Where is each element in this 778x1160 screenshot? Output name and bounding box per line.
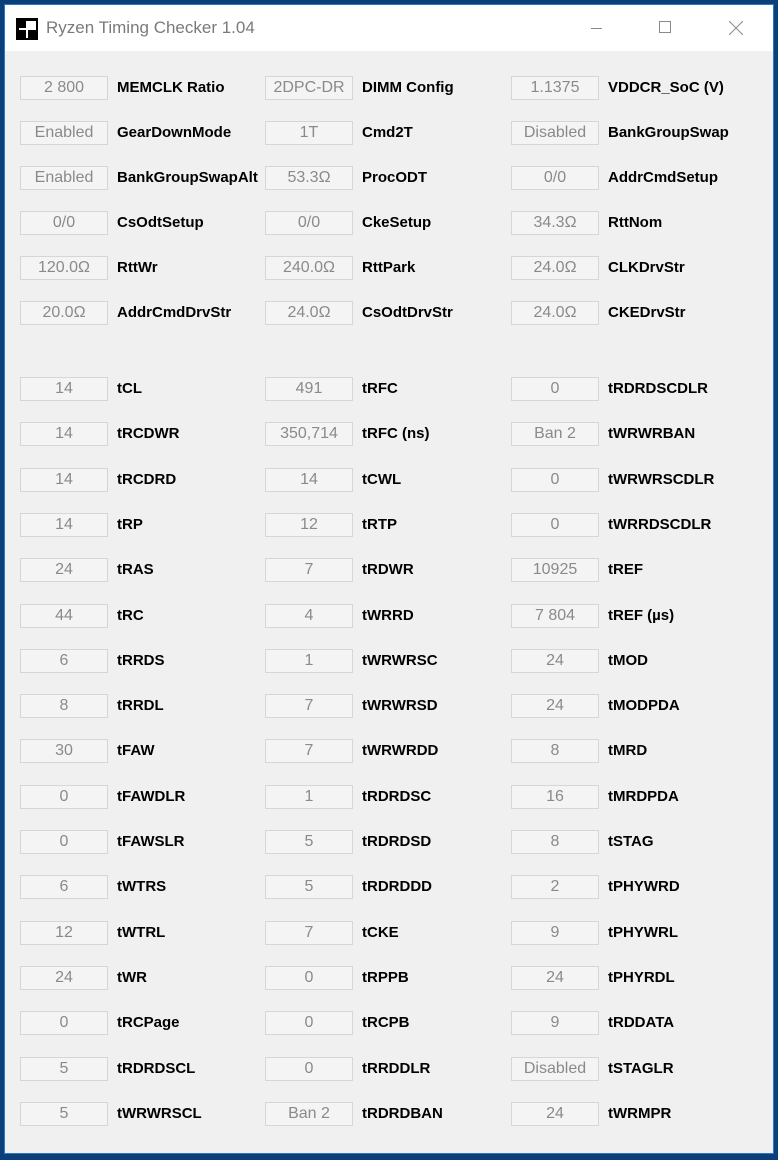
tmrdpda-label: tMRDPDA [608, 787, 679, 805]
trrds-value-box[interactable]: 6 [20, 649, 108, 673]
tref-label: tREF [608, 561, 643, 579]
rttnom-label: RttNom [608, 214, 663, 231]
bankgroupswapalt-label: BankGroupSwapAlt [117, 169, 258, 186]
twrwrsc-label: tWRWRSC [362, 651, 438, 669]
tstaglr-label: tSTAGLR [608, 1059, 674, 1077]
trdrdsc-label: tRDRDSC [362, 787, 432, 805]
rttpark-label: RttPark [362, 259, 416, 276]
trddata-label: tRDDATA [608, 1014, 675, 1032]
tmodpda-label: tMODPDA [608, 697, 680, 715]
tfawdlr-label: tFAWDLR [117, 787, 186, 805]
twrwrscdlr-label: tWRWRSCDLR [608, 470, 715, 488]
tras-value-box[interactable]: 24 [20, 558, 108, 582]
tfaw-value-box[interactable]: 30 [20, 739, 108, 763]
trfc-value-box[interactable]: 491 [265, 377, 353, 401]
twrwrban-value-box[interactable]: Ban 2 [511, 422, 599, 446]
trdrdscdlr-value-box[interactable]: 0 [511, 377, 599, 401]
twrwrscl-label: tWRWRSCL [117, 1104, 202, 1122]
tphyrdl-label: tPHYRDL [608, 968, 675, 986]
geardownmode-value-box[interactable]: Enabled [20, 121, 108, 145]
trdrdban-label: tRDRDBAN [362, 1104, 443, 1122]
maximize-button[interactable] [643, 5, 689, 51]
trdrddd-value-box[interactable]: 5 [265, 875, 353, 899]
tphywrd-value-box[interactable]: 2 [511, 875, 599, 899]
tmrd-value-box[interactable]: 8 [511, 739, 599, 763]
trdrddd-label: tRDRDDD [362, 878, 432, 896]
twrwrban-label: tWRWRBAN [608, 425, 696, 443]
app-window [4, 4, 774, 1154]
tref-value-box[interactable]: 10925 [511, 558, 599, 582]
twrwrsc-value-box[interactable]: 1 [265, 649, 353, 673]
trdrdscl-label: tRDRDSCL [117, 1059, 196, 1077]
clkdrvstr-value-box[interactable]: 24.0Ω [511, 256, 599, 280]
geardownmode-label: GearDownMode [117, 124, 232, 141]
twtrs-label: tWTRS [117, 878, 167, 896]
cmd2t-value-box[interactable]: 1T [265, 121, 353, 145]
trrdl-label: tRRDL [117, 697, 164, 715]
trfc-ns-value-box[interactable]: 350,714 [265, 422, 353, 446]
tref-s-value-box[interactable]: 7 804 [511, 604, 599, 628]
csodtdrvstr-label: CsOdtDrvStr [362, 304, 453, 321]
ckedrvstr-value-box[interactable]: 24.0Ω [511, 301, 599, 325]
bankgroupswap-label: BankGroupSwap [608, 124, 729, 141]
twrrd-label: tWRRD [362, 606, 414, 624]
rttwr-value-box[interactable]: 120.0Ω [20, 256, 108, 280]
trcdrd-value-box[interactable]: 14 [20, 468, 108, 492]
addrcmdsetup-value-box[interactable]: 0/0 [511, 166, 599, 190]
csodtdrvstr-value-box[interactable]: 24.0Ω [265, 301, 353, 325]
twrmpr-label: tWRMPR [608, 1104, 672, 1122]
memclk-ratio-label: MEMCLK Ratio [117, 79, 225, 96]
app-logo-icon [16, 18, 38, 40]
trdrdsd-value-box[interactable]: 5 [265, 830, 353, 854]
close-icon [729, 21, 743, 35]
memclk-ratio-value-box[interactable]: 2 800 [20, 76, 108, 100]
trdrdsd-label: tRDRDSD [362, 833, 432, 850]
rttpark-value-box[interactable]: 240.0Ω [265, 256, 353, 280]
twrwrscdlr-value-box[interactable]: 0 [511, 468, 599, 492]
tcwl-value-box[interactable]: 14 [265, 468, 353, 492]
addrcmddrvstr-value-box[interactable]: 20.0Ω [20, 301, 108, 325]
addrcmddrvstr-label: AddrCmdDrvStr [117, 304, 232, 321]
tstag-label: tSTAG [608, 833, 654, 850]
bankgroupswapalt-value-box[interactable]: Enabled [20, 166, 108, 190]
trp-value-box[interactable]: 14 [20, 513, 108, 537]
trppb-value-box[interactable]: 0 [265, 966, 353, 990]
trfc-ns-label: tRFC (ns) [362, 425, 430, 443]
bankgroupswap-value-box[interactable]: Disabled [511, 121, 599, 145]
tmrd-label: tMRD [608, 742, 648, 760]
trc-label: tRC [117, 606, 144, 624]
procodt-label: ProcODT [362, 169, 428, 186]
tmod-value-box[interactable]: 24 [511, 649, 599, 673]
dimm-config-value-box[interactable]: 2DPC-DR [265, 76, 353, 100]
tcwl-label: tCWL [362, 470, 402, 488]
trdrdscdlr-label: tRDRDSCDLR [608, 380, 708, 397]
minimize-button[interactable] [575, 5, 621, 51]
vddcr-soc-v-label: VDDCR_SoC (V) [608, 79, 724, 96]
tfawdlr-value-box[interactable]: 0 [20, 785, 108, 809]
vddcr-soc-v-value-box[interactable]: 1.1375 [511, 76, 599, 100]
twrwrdd-value-box[interactable]: 7 [265, 739, 353, 763]
trp-label: tRP [117, 515, 143, 533]
tmod-label: tMOD [608, 651, 648, 669]
tcke-label: tCKE [362, 923, 399, 941]
procodt-value-box[interactable]: 53.3Ω [265, 166, 353, 190]
twr-value-box[interactable]: 24 [20, 966, 108, 990]
title-bar[interactable] [5, 5, 773, 51]
tmrdpda-value-box[interactable]: 16 [511, 785, 599, 809]
clkdrvstr-label: CLKDrvStr [608, 259, 685, 276]
trrds-label: tRRDS [117, 651, 165, 669]
twrwrdd-label: tWRWRDD [362, 742, 439, 760]
tstag-value-box[interactable]: 8 [511, 830, 599, 854]
twrrdscdlr-label: tWRRDSCDLR [608, 515, 712, 533]
twrwrscl-value-box[interactable]: 5 [20, 1102, 108, 1126]
close-button[interactable] [713, 5, 759, 51]
twtrl-value-box[interactable]: 12 [20, 921, 108, 945]
tfawslr-label: tFAWSLR [117, 833, 185, 850]
csodtsetup-label: CsOdtSetup [117, 214, 204, 231]
trdrdban-value-box[interactable]: Ban 2 [265, 1102, 353, 1126]
trdrdsc-value-box[interactable]: 1 [265, 785, 353, 809]
window-title: Ryzen Timing Checker 1.04 [46, 18, 255, 37]
twrmpr-value-box[interactable]: 24 [511, 1102, 599, 1126]
trtp-label: tRTP [362, 515, 397, 533]
ckesetup-label: CkeSetup [362, 214, 432, 231]
tcl-label: tCL [117, 380, 142, 397]
twrrdscdlr-value-box[interactable]: 0 [511, 513, 599, 537]
trcdrd-label: tRCDRD [117, 470, 177, 488]
trrddlr-label: tRRDDLR [362, 1059, 431, 1077]
tphywrd-label: tPHYWRD [608, 878, 680, 896]
twr-label: tWR [117, 968, 147, 986]
trcpage-value-box[interactable]: 0 [20, 1011, 108, 1035]
trcdwr-label: tRCDWR [117, 425, 180, 443]
tstaglr-value-box[interactable]: Disabled [511, 1057, 599, 1081]
rttnom-value-box[interactable]: 34.3Ω [511, 211, 599, 235]
twrrd-value-box[interactable]: 4 [265, 604, 353, 628]
trfc-label: tRFC [362, 380, 398, 397]
trdrdscl-value-box[interactable]: 5 [20, 1057, 108, 1081]
trcpage-label: tRCPage [117, 1014, 180, 1032]
twtrs-value-box[interactable]: 6 [20, 875, 108, 899]
tfaw-label: tFAW [117, 742, 155, 760]
trdwr-label: tRDWR [362, 561, 414, 579]
addrcmdsetup-label: AddrCmdSetup [608, 169, 718, 186]
csodtsetup-value-box[interactable]: 0/0 [20, 211, 108, 235]
ckesetup-value-box[interactable]: 0/0 [265, 211, 353, 235]
tref-s-label: tREF (µs) [608, 606, 675, 624]
ckedrvstr-label: CKEDrvStr [608, 304, 686, 321]
trrddlr-value-box[interactable]: 0 [265, 1057, 353, 1081]
twrwrsd-label: tWRWRSD [362, 697, 438, 715]
tphywrl-label: tPHYWRL [608, 923, 678, 941]
trrdl-value-box[interactable]: 8 [20, 694, 108, 718]
trppb-label: tRPPB [362, 968, 409, 986]
trc-value-box[interactable]: 44 [20, 604, 108, 628]
tcl-value-box[interactable]: 14 [20, 377, 108, 401]
tras-label: tRAS [117, 561, 154, 579]
twtrl-label: tWTRL [117, 923, 166, 941]
trddata-value-box[interactable]: 9 [511, 1011, 599, 1035]
trcpb-label: tRCPB [362, 1014, 410, 1032]
rttwr-label: RttWr [117, 259, 158, 276]
trtp-value-box[interactable]: 12 [265, 513, 353, 537]
tfawslr-value-box[interactable]: 0 [20, 830, 108, 854]
dimm-config-label: DIMM Config [362, 79, 454, 96]
trcdwr-value-box[interactable]: 14 [20, 422, 108, 446]
tmodpda-value-box[interactable]: 24 [511, 694, 599, 718]
tphyrdl-value-box[interactable]: 24 [511, 966, 599, 990]
trcpb-value-box[interactable]: 0 [265, 1011, 353, 1035]
trdwr-value-box[interactable]: 7 [265, 558, 353, 582]
tphywrl-value-box[interactable]: 9 [511, 921, 599, 945]
tcke-value-box[interactable]: 7 [265, 921, 353, 945]
twrwrsd-value-box[interactable]: 7 [265, 694, 353, 718]
cmd2t-label: Cmd2T [362, 124, 413, 141]
